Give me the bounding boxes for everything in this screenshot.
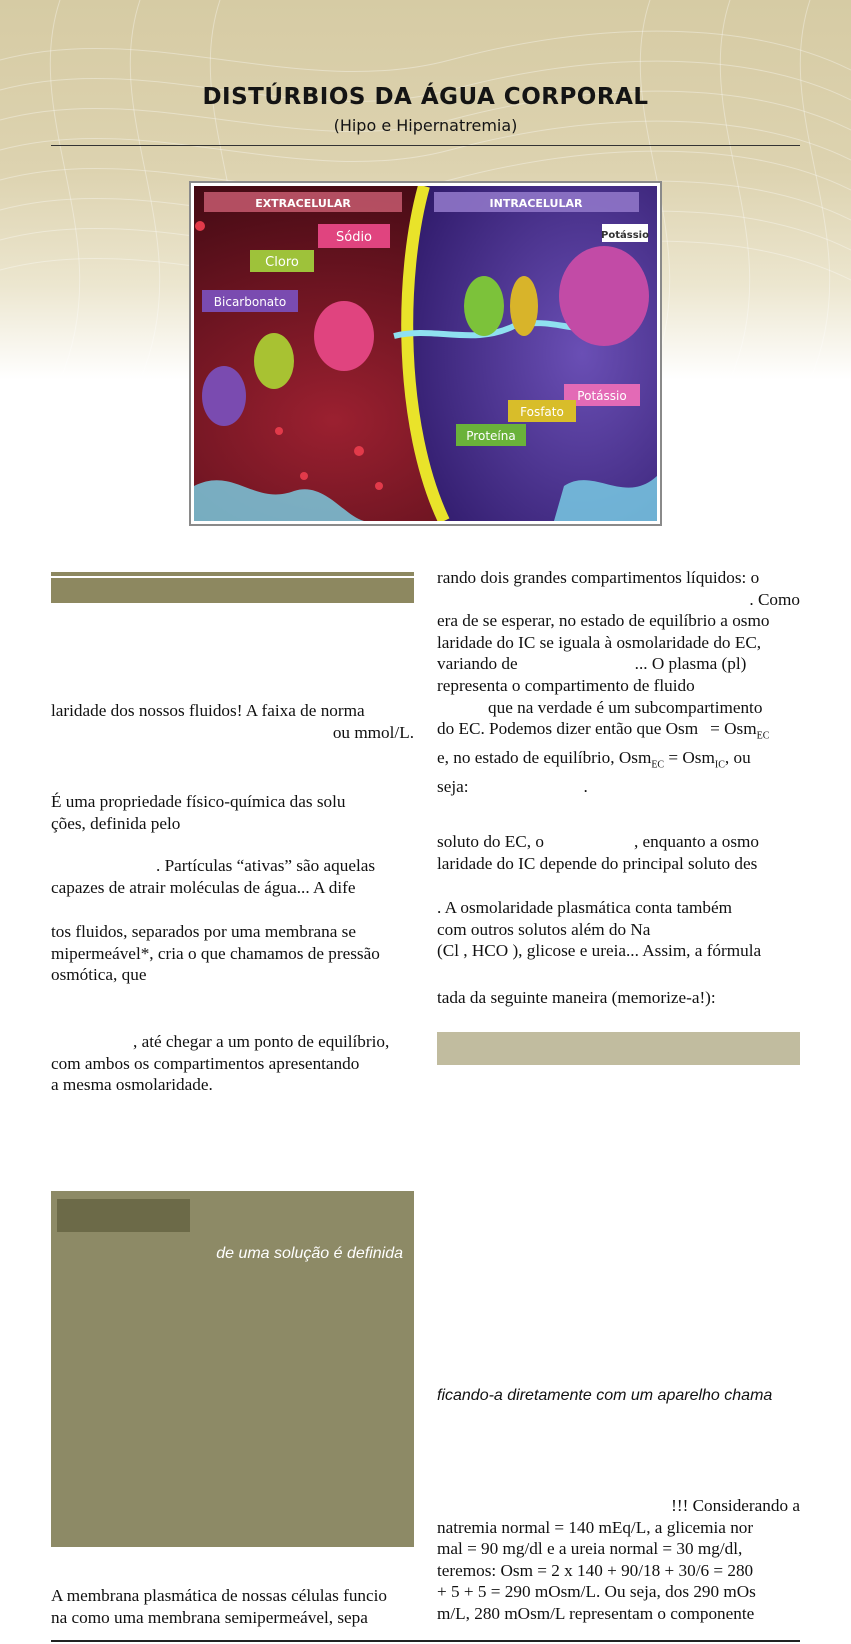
text-fragment: , ou	[724, 748, 751, 768]
text-line: que na verdade é um subcompartimento	[488, 697, 763, 717]
definition-box	[51, 1191, 414, 1547]
text-line: era de se esperar, no estado de equilíbrio a osmo	[437, 611, 770, 631]
text-fragment: e, no estado de equilíbrio, Osm	[437, 748, 652, 768]
label-proteina: Proteína	[466, 429, 516, 443]
text-line: capazes de atrair moléculas de água... A dife	[51, 877, 356, 897]
text-line: + 5 + 5 = 290 mOsm/L. Ou seja, dos 290 mOs	[437, 1582, 756, 1602]
text-line: tos fluidos, separados por uma membrana se	[51, 922, 357, 941]
label-sodio: Sódio	[335, 230, 373, 245]
text-line	[437, 747, 800, 776]
right-column-para4	[437, 987, 800, 1009]
text-line: tada da seguinte maneira (memorize-a!):	[437, 988, 716, 1007]
definition-box-heading	[57, 1199, 190, 1232]
text-line: mal = 90 mg/dl e a ureia normal = 30 mg/dl,	[437, 1539, 743, 1559]
subscript: EC	[756, 730, 770, 742]
right-column-italic	[437, 1385, 800, 1407]
text-line: laridade do IC depende do principal soluto des	[437, 853, 758, 873]
text-line	[437, 776, 800, 798]
left-column	[51, 700, 414, 743]
text-fragment: = Osm	[664, 748, 715, 768]
text-line: osmótica, que	[51, 965, 147, 985]
right-column	[437, 567, 800, 798]
left-column-bottom	[51, 1585, 414, 1628]
header-divider	[51, 145, 800, 146]
text-fragment: soluto do EC, o	[437, 832, 544, 851]
subscript: EC	[651, 759, 665, 771]
left-column-para5	[51, 1031, 414, 1096]
text-line: com outros solutos além do Na	[437, 919, 651, 939]
text-line	[437, 653, 800, 675]
cartoon-illustration	[194, 186, 657, 521]
left-column-para4	[51, 921, 414, 986]
text-line: m/L, 280 mOsm/L representam o componente	[437, 1603, 755, 1623]
extracellular-title: EXTRACELULAR	[255, 197, 351, 210]
label-bicarbonato: Bicarbonato	[213, 295, 287, 309]
formula-bar	[437, 1032, 800, 1065]
definition-box-text: de uma solução é definida	[216, 1245, 403, 1262]
text-line: natremia normal = 140 mEq/L, a glicemia nor	[437, 1517, 754, 1537]
text-line: . Como	[749, 589, 800, 609]
text-line: . A osmolaridade plasmática conta também	[437, 898, 732, 917]
text-line: ficando-a diretamente com um aparelho chama	[437, 1387, 773, 1404]
text-fragment: .	[583, 777, 588, 797]
text-fragment: ... O plasma (pl)	[634, 654, 747, 674]
text-line: ou mmol/L.	[332, 722, 414, 742]
section-heading-bar	[51, 578, 414, 603]
text-line: laridade do IC se iguala à osmolaridade do EC,	[437, 632, 762, 652]
label-fosfato: Fosfato	[520, 405, 564, 419]
text-fragment: = Osm	[710, 719, 757, 739]
text-line: !!! Considerando a	[671, 1496, 800, 1515]
left-column-para2	[51, 791, 414, 834]
text-line: . Partículas “ativas” são aquelas	[156, 856, 376, 875]
text-line: na como uma membrana semipermeável, sepa	[51, 1607, 368, 1627]
text-line: ções, definida pelo	[51, 813, 181, 833]
text-fragment: variando de	[437, 654, 518, 674]
left-column-para3	[51, 855, 414, 898]
text-line: a mesma osmolaridade.	[51, 1075, 213, 1095]
text-fragment: , enquanto a osmo	[633, 832, 760, 851]
label-potassio: Potássio	[577, 389, 627, 403]
section-bar-top	[51, 572, 414, 576]
right-column-para3	[437, 897, 800, 962]
compartments-illustration	[189, 181, 662, 526]
text-line: , até chegar a um ponto de equilíbrio,	[133, 1032, 390, 1051]
footer-divider	[51, 1640, 800, 1642]
right-column-bottom	[437, 1495, 800, 1625]
label-cloro: Cloro	[265, 255, 299, 270]
text-line: rando dois grandes compartimentos líquidos: o	[437, 568, 760, 587]
text-fragment: do EC. Podemos dizer então que Osm	[437, 719, 699, 739]
page-subtitle: (Hipo e Hipernatremia)	[333, 116, 518, 135]
text-line: representa o compartimento de fluido	[437, 675, 695, 695]
text-line: É uma propriedade físico-química das solu	[51, 792, 346, 811]
text-fragment: seja:	[437, 777, 469, 797]
text-line: com ambos os compartimentos apresentando	[51, 1053, 360, 1073]
text-line	[437, 831, 800, 853]
page-title: DISTÚRBIOS DA ÁGUA CORPORAL	[202, 84, 649, 110]
text-line: laridade dos nossos fluidos! A faixa de norma	[51, 701, 365, 720]
text-line	[437, 718, 800, 747]
label-potassio-top: Potássio	[601, 230, 649, 241]
text-line: mipermeável*, cria o que chamamos de pressão	[51, 943, 380, 963]
text-line: (Cl , HCO ), glicose e ureia... Assim, a fórmula	[437, 941, 762, 961]
subscript: IC	[714, 759, 725, 771]
right-column-para2	[437, 831, 800, 874]
text-line: teremos: Osm = 2 x 140 + 90/18 + 30/6 = 280	[437, 1560, 754, 1580]
intracellular-title: INTRACELULAR	[489, 197, 583, 210]
text-line: A membrana plasmática de nossas células funcio	[51, 1586, 388, 1605]
